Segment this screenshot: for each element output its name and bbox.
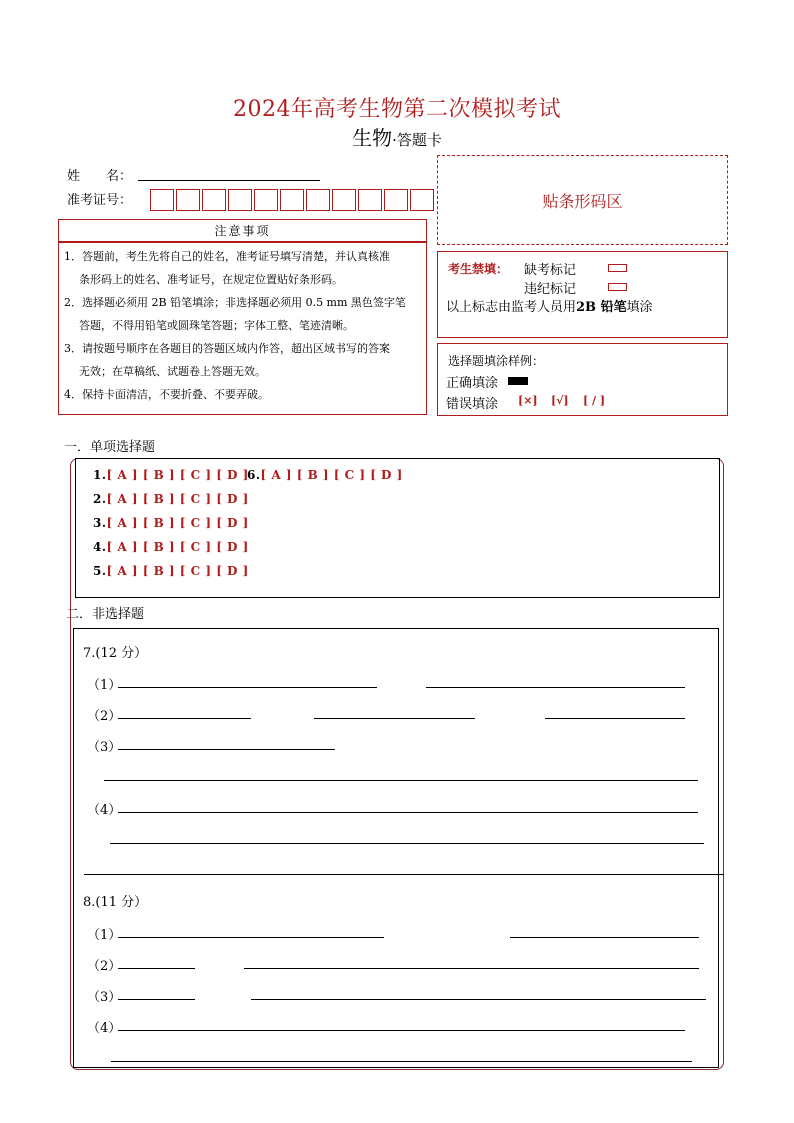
forbidden-note-prefix: 以上标志由监考人员用 — [446, 300, 577, 315]
mc-options: [ A ] [ B ] [ C ] [ D ] — [106, 564, 249, 578]
q7-answer-line[interactable] — [118, 718, 251, 719]
forbidden-note-suffix: 填涂 — [626, 300, 653, 315]
free-response-box — [73, 628, 719, 1068]
q8-answer-line[interactable] — [510, 937, 699, 938]
forbidden-label: 考生禁填： — [448, 262, 509, 276]
notice-item: 无效；在草稿纸、试题卷上答题无效。 — [79, 365, 266, 378]
forbidden-note-bold: 2B 铅笔 — [576, 300, 627, 315]
mc-number: 5. — [93, 564, 107, 578]
exam-id-digit-box[interactable] — [176, 189, 200, 211]
exam-id-digit-box[interactable] — [150, 189, 174, 211]
fill-example-title: 选择题填涂样例： — [448, 354, 545, 368]
wrong-mark-check: [√] — [551, 394, 569, 407]
barcode-area — [437, 155, 728, 245]
q7-q8-divider — [84, 874, 724, 875]
violation-mark-label: 违纪标记 — [524, 282, 577, 297]
wrong-mark-slash: [ / ] — [583, 394, 606, 407]
name-input-line[interactable] — [138, 180, 320, 181]
q8-part-label: （1） — [87, 928, 122, 943]
notice-box — [58, 242, 427, 415]
mc-question-3[interactable] — [93, 516, 249, 530]
notice-item: 1．答题前，考生先将自己的姓名，准考证号填写清楚，并认真核准 — [64, 250, 390, 263]
subject-label: 生物 — [352, 126, 393, 150]
q8-answer-line[interactable] — [118, 999, 195, 1000]
exam-id-digit-box[interactable] — [332, 189, 356, 211]
q7-answer-line[interactable] — [104, 780, 698, 781]
exam-id-digit-box[interactable] — [306, 189, 330, 211]
mc-question-1[interactable] — [93, 468, 249, 482]
q8-part-label: （2） — [87, 959, 122, 974]
notice-item: 3．请按题号顺序在各题目的答题区域内作答，超出区域书写的答案 — [64, 342, 390, 355]
q8-answer-line[interactable] — [244, 968, 699, 969]
exam-id-digit-box[interactable] — [254, 189, 278, 211]
q8-answer-line[interactable] — [251, 999, 706, 1000]
exam-id-digit-box[interactable] — [384, 189, 408, 211]
q8-header: 8.(11 分） — [83, 895, 148, 910]
q7-part-label: （3） — [87, 740, 122, 755]
page-subtitle — [0, 122, 794, 151]
exam-id-digit-box[interactable] — [358, 189, 382, 211]
q7-part-label: （4） — [87, 803, 122, 818]
notice-item: 答题，不得用铅笔或圆珠笔答题；字体工整、笔迹清晰。 — [79, 319, 354, 332]
section1-title: 一．单项选择题 — [64, 440, 156, 455]
q8-answer-line[interactable] — [111, 1061, 692, 1062]
exam-id-digit-box[interactable] — [228, 189, 252, 211]
mc-options: [ A ] [ B ] [ C ] [ D ] — [106, 468, 249, 482]
notice-item: 4．保持卡面清洁，不要折叠、不要弄破。 — [64, 388, 269, 401]
violation-mark-box[interactable] — [608, 283, 627, 291]
notice-header — [58, 219, 427, 242]
mc-number: 2. — [93, 492, 107, 506]
q8-part-label: （4） — [87, 1021, 122, 1036]
mc-options: [ A ] [ B ] [ C ] [ D ] — [106, 492, 249, 506]
section2-title: 二．非选择题 — [66, 607, 145, 622]
q7-answer-line[interactable] — [118, 687, 377, 688]
mc-number: 6. — [247, 468, 261, 482]
forbidden-box — [437, 251, 728, 338]
mc-options: [ A ] [ B ] [ C ] [ D ] — [260, 468, 403, 482]
mc-question-6[interactable] — [247, 468, 403, 482]
fill-example-box — [437, 343, 728, 416]
notice-title: 注意事项 — [214, 224, 271, 238]
q7-answer-line[interactable] — [118, 812, 698, 813]
mc-options: [ A ] [ B ] [ C ] [ D ] — [106, 516, 249, 530]
forbidden-note — [446, 296, 653, 315]
mc-question-2[interactable] — [93, 492, 249, 506]
q8-part-label: （3） — [87, 990, 122, 1005]
q7-part-label: （2） — [87, 709, 122, 724]
barcode-label: 贴条形码区 — [542, 191, 623, 211]
mc-options: [ A ] [ B ] [ C ] [ D ] — [106, 540, 249, 554]
wrong-mark-cross: [×] — [518, 394, 538, 407]
mc-number: 1. — [93, 468, 107, 482]
exam-id-label: 准考证号： — [67, 193, 133, 208]
q7-answer-line[interactable] — [110, 843, 704, 844]
absent-mark-label: 缺考标记 — [524, 263, 577, 278]
notice-item: 条形码上的姓名、准考证号，在规定位置贴好条形码。 — [79, 273, 343, 286]
exam-id-digit-box[interactable] — [280, 189, 304, 211]
mc-number: 3. — [93, 516, 107, 530]
exam-id-boxes — [150, 189, 434, 211]
q8-answer-line[interactable] — [118, 1030, 685, 1031]
exam-id-digit-box[interactable] — [202, 189, 226, 211]
mc-question-4[interactable] — [93, 540, 249, 554]
correct-fill-label: 正确填涂 — [446, 376, 499, 391]
mc-question-5[interactable] — [93, 564, 249, 578]
q7-answer-line[interactable] — [118, 749, 335, 750]
exam-id-digit-box[interactable] — [410, 189, 434, 211]
notice-item: 2．选择题必须用 2B 铅笔填涂；非选择题必须用 0.5 mm 黑色签字笔 — [64, 296, 406, 309]
q7-part-label: （1） — [87, 678, 122, 693]
name-label: 姓 名： — [67, 169, 133, 184]
q7-answer-line[interactable] — [314, 718, 475, 719]
q7-header: 7.(12 分） — [83, 646, 148, 661]
q8-answer-line[interactable] — [118, 937, 384, 938]
mc-number: 4. — [93, 540, 107, 554]
q8-answer-line[interactable] — [118, 968, 195, 969]
wrong-fill-label: 错误填涂 — [446, 397, 499, 412]
correct-fill-sample — [508, 377, 528, 385]
q7-answer-line[interactable] — [426, 687, 685, 688]
subtitle-suffix: ·答题卡 — [392, 131, 442, 149]
page-title: 2024年高考生物第二次模拟考试 — [233, 97, 561, 122]
q7-answer-line[interactable] — [545, 718, 685, 719]
absent-mark-box[interactable] — [608, 264, 627, 272]
